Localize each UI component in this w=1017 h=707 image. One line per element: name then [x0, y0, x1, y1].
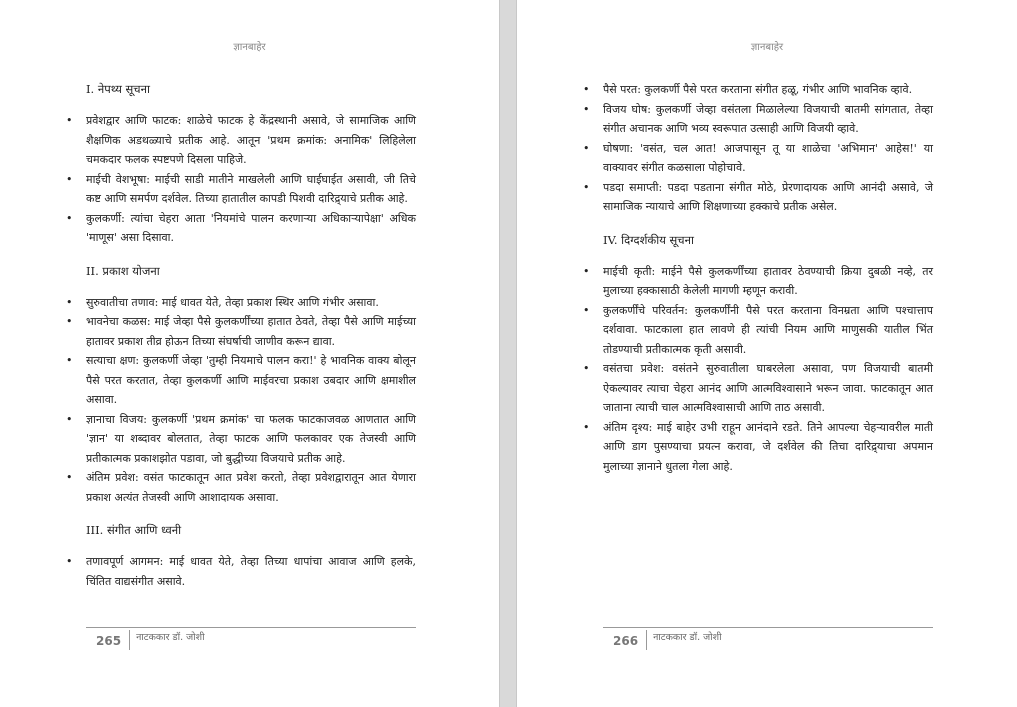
footer-author: नाटककार डॉ. जोशी	[653, 632, 722, 643]
left-page-content	[86, 80, 416, 605]
list-item: • कुलकर्णी: त्यांचा चेहरा आता 'नियमांचे पालन करणाऱ्या अधिकाऱ्यापेक्षा' अधिक 'माणूस' असा दिसावा.	[86, 209, 416, 248]
right-page-content	[603, 80, 933, 490]
section-direction	[603, 231, 933, 477]
page-number: 265	[86, 630, 130, 650]
section-title: I. नेपथ्य सूचना	[86, 82, 150, 96]
list-item: • सत्याचा क्षण: कुलकर्णी जेव्हा 'तुम्ही नियमाचे पालन करा!' हे भावनिक वाक्य बोलून पैसे परत करतात, तेव्हा कुलकर्णी आणि माईवरचा प्रकाश उबदार आणि क्षमाशील असावा.	[86, 351, 416, 410]
section-title: IV. दिग्दर्शकीय सूचना	[603, 232, 694, 247]
list-item: • पैसे परत: कुलकर्णी पैसे परत करताना संगीत हळू, गंभीर आणि भावनिक व्हावे.	[603, 80, 933, 100]
list-item: • अंतिम दृश्य: माई बाहेर उभी राहून आनंदाने रडते. तिने आपल्या चेहऱ्यावरील माती आणि डाग पुसण्याचा प्रयत्न करावा, जे दर्शवेल की तिचा दारिद्र्याचा अपमान मुलाच्या ज्ञानाने धुतला गेला आहे.	[603, 418, 933, 477]
page-footer	[86, 627, 416, 650]
page-number: 266	[603, 630, 647, 650]
continued-list	[603, 80, 933, 217]
left-page	[0, 0, 500, 707]
right-page	[516, 0, 1017, 707]
list-item: • घोषणा: 'वसंत, चल आत! आजपासून तू या शाळेचा 'अभिमान' आहेस!' या वाक्यावर संगीत कळसाला पोहोचावे.	[603, 139, 933, 178]
list-item: • भावनेचा कळस: माई जेव्हा पैसे कुलकर्णींच्या हातात ठेवते, तेव्हा पैसे आणि माईच्या हातावर प्रकाश तीव्र होऊन तिच्या संघर्षाची जाणीव करून द्यावा.	[86, 312, 416, 351]
list-item: • विजय घोष: कुलकर्णी जेव्हा वसंतला मिळालेल्या विजयाची बातमी सांगतात, तेव्हा संगीत अचानक आणि भव्य स्वरूपात उत्साही आणि विजयी व्हावे.	[603, 100, 933, 139]
list-item: • वसंतचा प्रवेश: वसंतने सुरुवातीला घाबरलेला असावा, पण विजयाची बातमी ऐकल्यावर त्याचा चेहरा आनंद आणि आत्मविश्वासाने भरून जावा. फाटकातून आत जाताना त्याची चाल आत्मविश्वासाची आणि ताठ असावी.	[603, 359, 933, 418]
list-item: • माईची कृती: माईने पैसे कुलकर्णींच्या हातावर ठेवण्याची क्रिया दुबळी नव्हे, तर मुलाच्या हक्कासाठी केलेली मागणी म्हणून करावी.	[603, 262, 933, 301]
list-item: • तणावपूर्ण आगमन: माई धावत येते, तेव्हा तिच्या धापांचा आवाज आणि हलके, चिंतित वाद्यसंगीत असावे.	[86, 552, 416, 591]
section-list	[86, 111, 416, 248]
section-list	[603, 262, 933, 477]
section-list	[86, 293, 416, 508]
section-title: II. प्रकाश योजना	[86, 263, 160, 278]
list-item: • पडदा समाप्ती: पडदा पडताना संगीत मोठे, प्रेरणादायक आणि आनंदी असावे, जे सामाजिक न्यायाचे आणि शिक्षणाच्या हक्काचे प्रतीक असेल.	[603, 178, 933, 217]
list-item: • कुलकर्णींचे परिवर्तन: कुलकर्णींनी पैसे परत करताना विनम्रता आणि पश्चात्ताप दर्शवावा. फाटकाला हात लावणे ही त्यांची नियम आणि माणुसकी यातील भिंत तोडण्याची प्रतीकात्मक कृती असावी.	[603, 301, 933, 360]
section-lighting	[86, 262, 416, 508]
footer-author: नाटककार डॉ. जोशी	[136, 632, 205, 643]
page-footer	[603, 627, 933, 650]
list-item: • ज्ञानाचा विजय: कुलकर्णी 'प्रथम क्रमांक' चा फलक फाटकाजवळ आणतात आणि 'ज्ञान' या शब्दावर बोलतात, तेव्हा फाटक आणि फलकावर एक तेजस्वी आणि प्रतीकात्मक प्रकाशझोत पडावा, जो बुद्धीच्या विजयाचे प्रतीक आहे.	[86, 410, 416, 469]
section-title: III. संगीत आणि ध्वनी	[86, 523, 182, 537]
page-header: ज्ञानबाहेर	[750, 42, 784, 53]
list-item: • प्रवेशद्वार आणि फाटक: शाळेचे फाटक हे केंद्रस्थानी असावे, जे सामाजिक आणि शैक्षणिक अडथळ्याचे प्रतीक आहे. आतून 'प्रथम क्रमांक: अनामिक' लिहिलेला चमकदार फलक स्पष्टपणे दिसला पाहिजे.	[86, 111, 416, 170]
section-list	[86, 552, 416, 591]
section-nepathya	[86, 80, 416, 248]
page-header: ज्ञानबाहेर	[233, 42, 266, 53]
section-music	[86, 521, 416, 591]
list-item: • माईची वेशभूषा: माईची साडी मातीने माखलेली आणि घाईघाईत असावी, जी तिचे कष्ट आणि समर्पण दर्शवेल. तिच्या हातातील कापडी पिशवी दारिद्र्याचे प्रतीक आहे.	[86, 170, 416, 209]
list-item: • अंतिम प्रवेश: वसंत फाटकातून आत प्रवेश करतो, तेव्हा प्रवेशद्वारातून आत येणारा प्रकाश अत्यंत तेजस्वी आणि आशादायक असावा.	[86, 468, 416, 507]
list-item: • सुरुवातीचा तणाव: माई धावत येते, तेव्हा प्रकाश स्थिर आणि गंभीर असावा.	[86, 293, 416, 313]
